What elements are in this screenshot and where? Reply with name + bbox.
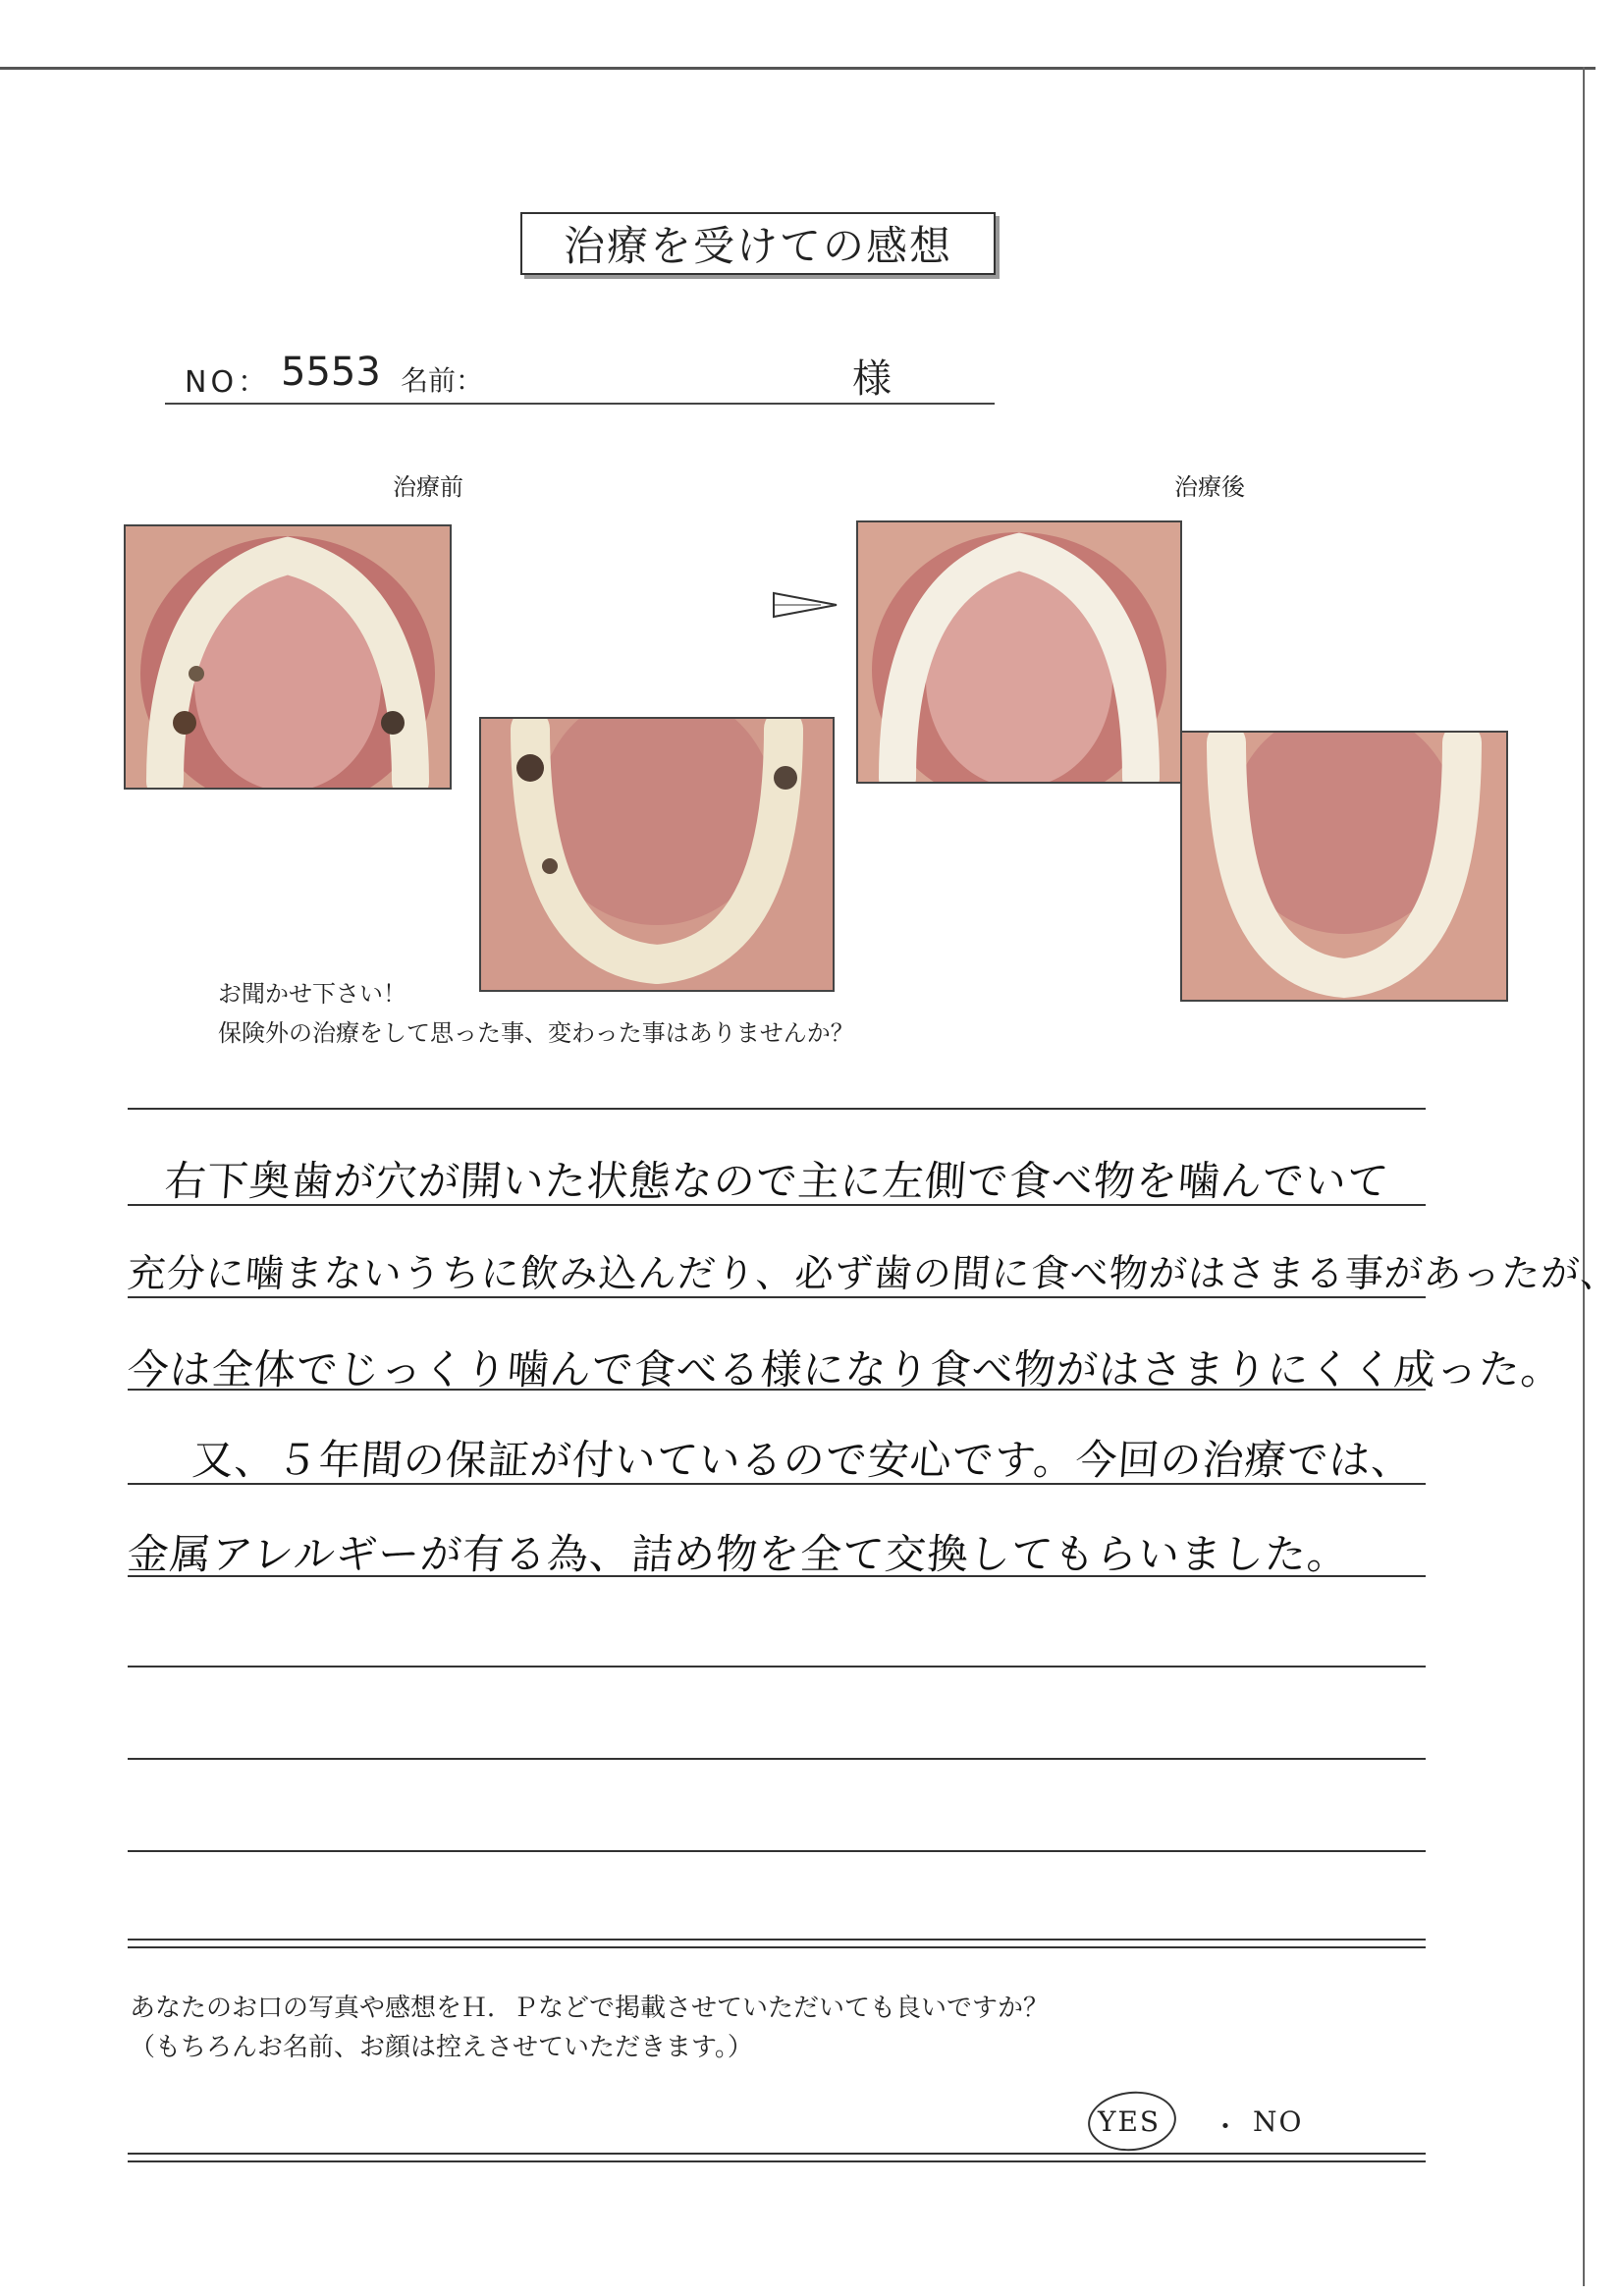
answer-line-2: 充分に噛まないうちに飲み込んだり、必ず歯の間に食べ物がはさまる事があったが、 [126,1252,1621,1296]
page-title-text: 治療を受けての感想 [563,222,952,270]
option-separator: ・ [1212,2110,1240,2143]
after-upper-photo [856,520,1182,784]
arrow-right-icon [772,587,840,623]
ruled-line [128,1758,1426,1760]
consent-question: あなたのお口の写真や感想をＨ．Ｐなどで掲載させていただいても良いですか？ [130,1994,1050,2023]
number-label: NO： [185,365,272,400]
consent-note: （もちろんお名前、お顔は控えさせていただきます。） [130,2033,753,2062]
page-title [520,212,996,275]
prompt-line-1: お聞かせ下さい！ [218,980,406,1008]
ruled-line [128,1108,1426,1110]
after-label: 治療後 [1174,473,1245,501]
ruled-line [128,1850,1426,1852]
page-edge-top [0,67,1596,70]
before-label: 治療前 [393,473,463,501]
yes-option[interactable]: YES [1098,2105,1162,2138]
answer-line-4: 又、５年間の保証が付いているので安心です。今回の治療では、 [190,1436,1416,1484]
honorific: 様 [852,356,892,402]
answer-line-5: 金属アレルギーが有る為、詰め物を全て交換してもらいました。 [126,1530,1351,1578]
answer-line-1: 右下奥歯が穴が開いた状態なので主に左側で食べ物を噛んでいて [163,1157,1391,1205]
answer-line-3: 今は全体でじっくり噛んで食べる様になり食べ物がはさまりにくく成った。 [126,1345,1565,1394]
name-label: 名前： [401,364,484,397]
section-divider [128,1939,1426,1948]
number-value: 5553 [281,350,381,395]
no-option[interactable]: NO [1253,2105,1304,2138]
before-lower-photo [479,717,835,992]
prompt-line-2: 保険外の治療をして思った事、変わった事はありませんか？ [218,1019,854,1047]
after-lower-photo [1180,731,1508,1002]
patient-info-row [165,344,995,405]
before-upper-photo [124,524,452,790]
page-edge-right [1583,67,1585,2286]
bottom-divider [128,2153,1426,2162]
ruled-line [128,1666,1426,1667]
